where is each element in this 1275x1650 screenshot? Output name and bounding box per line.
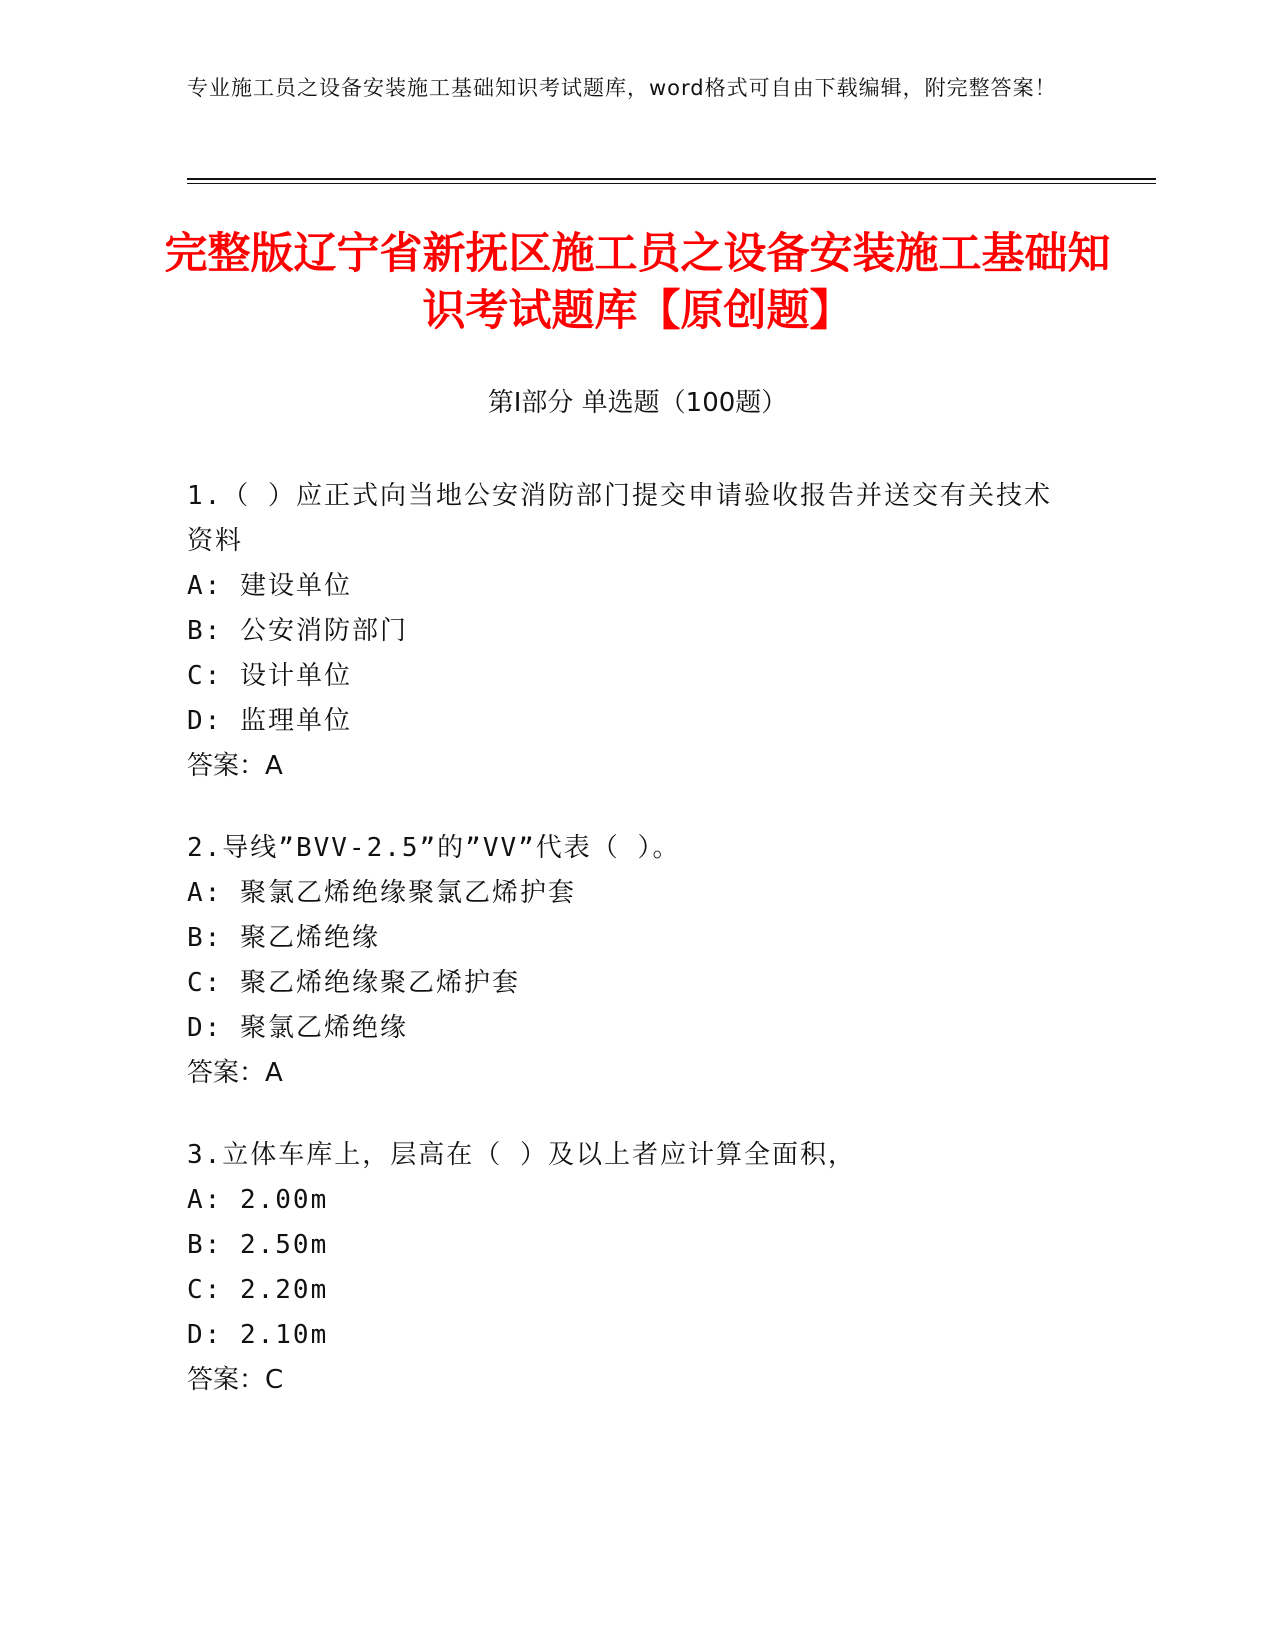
option-c: C: 聚乙烯绝缘聚乙烯护套 bbox=[187, 968, 520, 998]
question-list bbox=[187, 474, 1077, 1440]
question-stem: 3.立体车库上，层高在（ ）及以上者应计算全面积， bbox=[187, 1140, 856, 1170]
option-d: D: 监理单位 bbox=[187, 706, 352, 736]
option-a: A: 2.00m bbox=[187, 1185, 329, 1215]
option-a: A: 聚氯乙烯绝缘聚氯乙烯护套 bbox=[187, 878, 576, 908]
question-3 bbox=[187, 1133, 1077, 1403]
question-1 bbox=[187, 474, 1077, 789]
option-c: C: 2.20m bbox=[187, 1275, 329, 1305]
option-b: B: 2.50m bbox=[187, 1230, 329, 1260]
answer-line: 答案：A bbox=[187, 1058, 283, 1088]
option-d: D: 2.10m bbox=[187, 1320, 329, 1350]
option-c: C: 设计单位 bbox=[187, 661, 352, 691]
header-divider-thin bbox=[187, 183, 1156, 184]
option-b: B: 公安消防部门 bbox=[187, 616, 408, 646]
option-b: B: 聚乙烯绝缘 bbox=[187, 923, 380, 953]
option-d: D: 聚氯乙烯绝缘 bbox=[187, 1013, 408, 1043]
document-title: 完整版辽宁省新抚区施工员之设备安装施工基础知识考试题库【原创题】 bbox=[164, 229, 1111, 336]
option-a: A: 建设单位 bbox=[187, 571, 352, 601]
question-stem: 1.（ ）应正式向当地公安消防部门提交申请验收报告并送交有关技术资料 bbox=[187, 481, 1052, 556]
answer-line: 答案：C bbox=[187, 1365, 284, 1395]
question-stem: 2.导线”BVV-2.5”的”VV”代表（ ）。 bbox=[187, 833, 681, 863]
header-note: 专业施工员之设备安装施工基础知识考试题库，word格式可自由下载编辑，附完整答案！ bbox=[187, 76, 1057, 100]
header-divider-thick bbox=[187, 178, 1156, 180]
question-2 bbox=[187, 826, 1077, 1096]
answer-line: 答案：A bbox=[187, 751, 283, 781]
section-heading: 第I部分 单选题（100题） bbox=[487, 388, 788, 418]
